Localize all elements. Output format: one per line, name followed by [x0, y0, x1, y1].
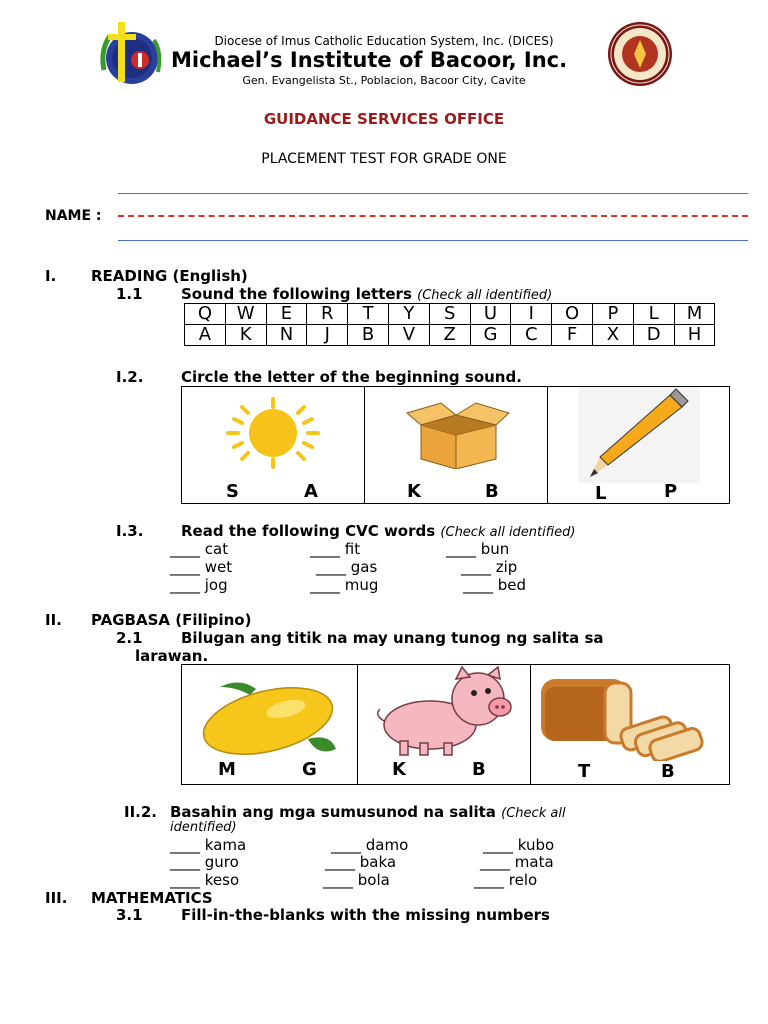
filipino-word[interactable]: ____ relo: [474, 871, 538, 889]
cvc-word[interactable]: ____ bed: [463, 576, 527, 594]
q1-3-note: (Check all identified): [440, 525, 576, 540]
q1-1-number: 1.1: [116, 285, 143, 303]
letter-cell[interactable]: U: [470, 304, 511, 325]
test-title: PLACEMENT TEST FOR GRADE ONE: [261, 151, 507, 167]
picture-cell-pig: [358, 665, 531, 784]
letter-option[interactable]: P: [664, 481, 678, 502]
name-top-line: [118, 193, 748, 194]
filipino-word[interactable]: ____ keso: [170, 871, 240, 889]
letter-option[interactable]: K: [392, 759, 406, 780]
q2-2-note-line2: identified): [170, 820, 237, 835]
section-1-title: READING (English): [91, 267, 248, 285]
letter-option[interactable]: A: [304, 481, 318, 502]
q1-2-text: Circle the letter of the beginning sound.: [181, 368, 522, 386]
letters-table: [184, 303, 715, 346]
letter-cell[interactable]: Y: [388, 304, 429, 325]
letter-cell[interactable]: A: [185, 325, 226, 346]
bread-icon: [535, 667, 725, 761]
picture-cell-pencil: [548, 387, 729, 503]
q2-2-note: (Check all: [501, 806, 566, 821]
q2-2-number: II.2.: [124, 803, 157, 821]
filipino-word[interactable]: ____ baka: [325, 853, 397, 871]
letter-cell[interactable]: W: [225, 304, 266, 325]
picture-box-1: [181, 386, 730, 504]
name-field[interactable]: [118, 215, 748, 217]
letter-cell[interactable]: N: [266, 325, 307, 346]
letter-option[interactable]: K: [407, 481, 421, 502]
cvc-word[interactable]: ____ wet: [170, 558, 233, 576]
q2-2-text: [170, 803, 566, 821]
letter-option[interactable]: B: [661, 761, 675, 782]
q3-1-text: Fill-in-the-blanks with the missing numbers: [181, 906, 550, 924]
letter-option[interactable]: L: [595, 483, 607, 504]
section-1-number: I.: [45, 267, 57, 285]
filipino-word[interactable]: ____ kama: [170, 836, 247, 854]
letter-cell[interactable]: F: [552, 325, 593, 346]
q2-2-label: Basahin ang mga sumusunod na salita: [170, 803, 496, 821]
cvc-word[interactable]: ____ jog: [170, 576, 228, 594]
section-3-number: III.: [45, 889, 68, 907]
q3-1-number: 3.1: [116, 906, 143, 924]
school-name: Michael’s Institute of Bacoor, Inc.: [171, 48, 568, 72]
letter-cell[interactable]: O: [552, 304, 593, 325]
section-2-title: PAGBASA (Filipino): [91, 611, 252, 629]
q1-1-label: Sound the following letters: [181, 285, 412, 303]
filipino-word[interactable]: ____ kubo: [483, 836, 555, 854]
letter-cell[interactable]: E: [266, 304, 307, 325]
cvc-word[interactable]: ____ zip: [461, 558, 518, 576]
q1-3-label: Read the following CVC words: [181, 522, 436, 540]
filipino-word[interactable]: ____ guro: [170, 853, 239, 871]
box-icon: [401, 397, 511, 469]
letter-cell[interactable]: B: [348, 325, 389, 346]
section-3-title: MATHEMATICS: [91, 889, 213, 907]
letter-option[interactable]: T: [578, 761, 591, 782]
letter-option[interactable]: B: [472, 759, 486, 780]
letter-cell[interactable]: H: [674, 325, 715, 346]
q2-1-text: Bilugan ang titik na may unang tunog ng salita sa: [181, 629, 604, 647]
letter-cell[interactable]: S: [429, 304, 470, 325]
cvc-word[interactable]: ____ cat: [170, 540, 229, 558]
filipino-word[interactable]: ____ damo: [331, 836, 409, 854]
q2-1-number: 2.1: [116, 629, 143, 647]
letter-cell[interactable]: G: [470, 325, 511, 346]
name-label: NAME :: [45, 208, 102, 224]
letter-cell[interactable]: I: [511, 304, 552, 325]
letter-cell[interactable]: Z: [429, 325, 470, 346]
filipino-word[interactable]: ____ bola: [323, 871, 390, 889]
q1-3-text: [181, 522, 575, 540]
letter-option[interactable]: G: [302, 759, 317, 780]
q1-2-number: I.2.: [116, 368, 144, 386]
letter-cell[interactable]: X: [592, 325, 633, 346]
letter-cell[interactable]: K: [225, 325, 266, 346]
picture-cell-sun: [182, 387, 365, 503]
pencil-icon: [578, 387, 700, 483]
q1-1-note: (Check all identified): [417, 288, 553, 303]
letter-cell[interactable]: R: [307, 304, 348, 325]
cvc-word[interactable]: ____ gas: [316, 558, 378, 576]
q1-3-number: I.3.: [116, 522, 144, 540]
filipino-word[interactable]: ____ mata: [480, 853, 554, 871]
pig-icon: [370, 665, 520, 759]
letter-cell[interactable]: Q: [185, 304, 226, 325]
cvc-word[interactable]: ____ bun: [446, 540, 510, 558]
q2-1-text-line2: larawan.: [135, 647, 209, 665]
picture-cell-box: [365, 387, 548, 503]
letter-cell[interactable]: T: [348, 304, 389, 325]
letter-cell[interactable]: L: [633, 304, 674, 325]
sun-icon: [218, 397, 328, 469]
cvc-word[interactable]: ____ fit: [310, 540, 361, 558]
cvc-word[interactable]: ____ mug: [310, 576, 379, 594]
section-2-number: II.: [45, 611, 62, 629]
q1-1-text: [181, 285, 552, 303]
letter-cell[interactable]: P: [592, 304, 633, 325]
picture-box-2: [181, 664, 730, 785]
mango-icon: [190, 669, 350, 759]
letter-cell[interactable]: J: [307, 325, 348, 346]
letter-cell[interactable]: V: [388, 325, 429, 346]
picture-cell-bread: [531, 665, 729, 784]
letter-option[interactable]: S: [226, 481, 239, 502]
letter-cell[interactable]: C: [511, 325, 552, 346]
letter-option[interactable]: M: [218, 759, 236, 780]
name-bottom-line: [118, 240, 748, 241]
diocese-name: Diocese of Imus Catholic Education System, Inc. (DICES): [214, 34, 554, 48]
picture-cell-mango: [182, 665, 358, 784]
letter-cell[interactable]: M: [674, 304, 715, 325]
office-title: GUIDANCE SERVICES OFFICE: [263, 110, 505, 128]
letter-cell[interactable]: D: [633, 325, 674, 346]
school-address: Gen. Evangelista St., Poblacion, Bacoor City, Cavite: [242, 74, 526, 87]
letter-option[interactable]: B: [485, 481, 499, 502]
